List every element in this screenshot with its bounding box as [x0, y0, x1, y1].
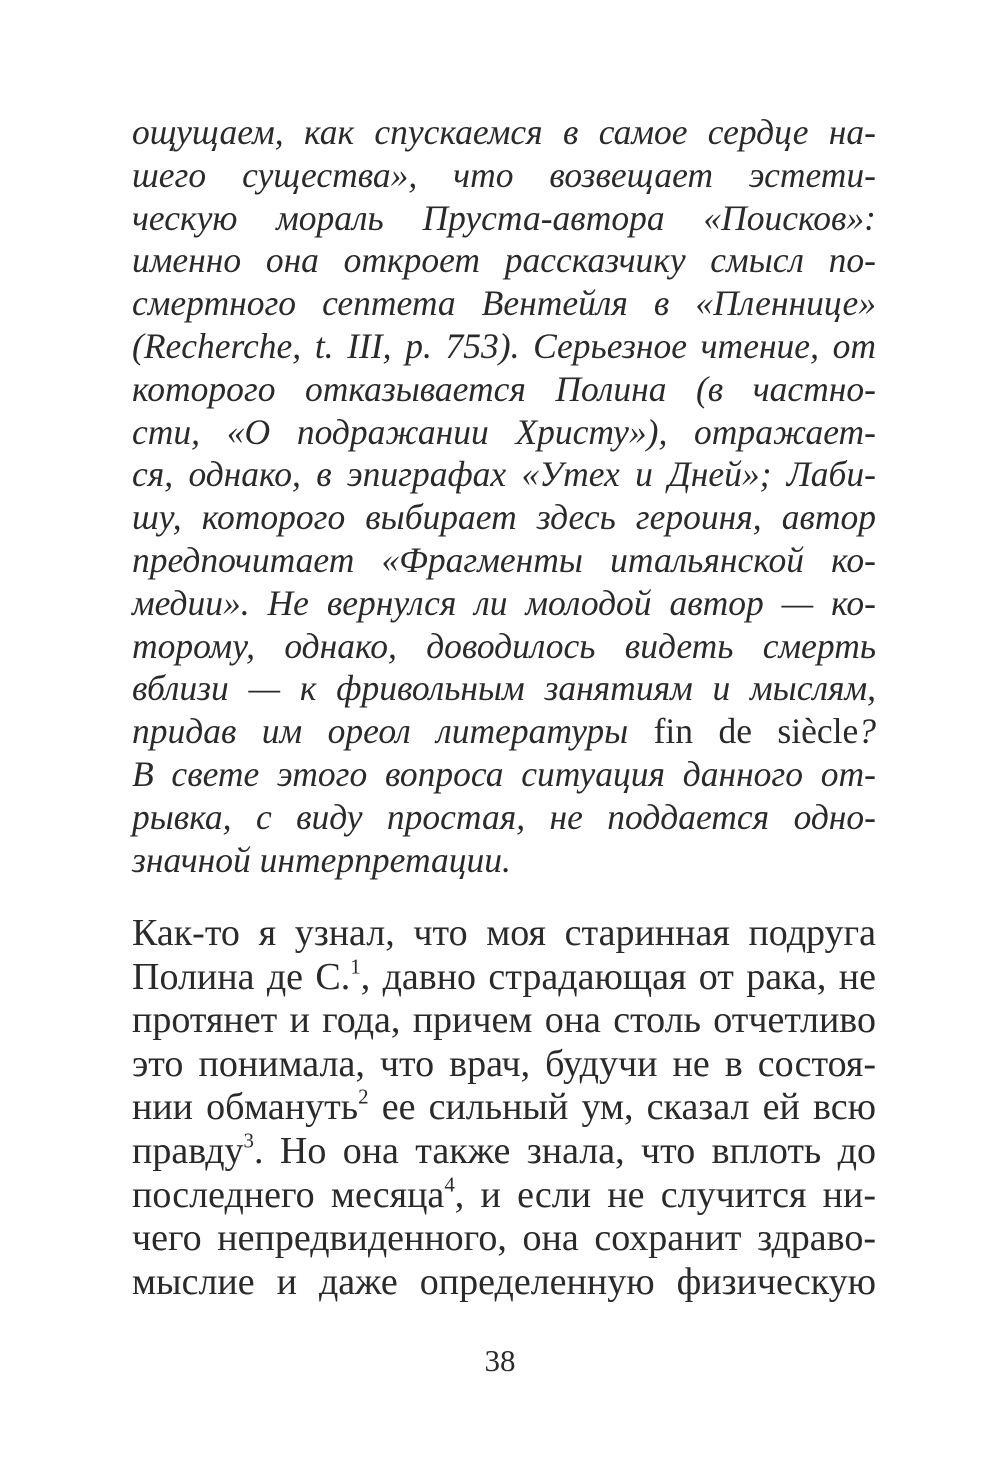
text-line: предпочитает «Фрагменты итальянской ко- [132, 539, 876, 580]
text-line: (Recherche, t. III, p. 753). Серьезное чтение, от [132, 325, 876, 366]
text-fragment: правду [132, 1129, 244, 1172]
text-line: торому, однако, доводилось видеть смерть [132, 625, 876, 666]
text-line: медии». Не вернулся ли молодой автор — ко- [132, 582, 876, 623]
text-line: В свете этого вопроса ситуация данного от- [132, 753, 876, 794]
text-line: которого отказывается Полина (в частно- [132, 368, 876, 409]
text-fragment: . Но она также знала, что вплоть до [254, 1129, 876, 1172]
text-line: рывка, с виду простая, не поддается одно- [132, 796, 876, 837]
text-line: смертного септета Вентейля в «Пленнице» [132, 283, 876, 324]
text-fragment: придав им ореол литературы [132, 711, 654, 752]
text-line-mixed [132, 710, 876, 753]
text-fragment: , давно страдающая от рака, не [360, 955, 876, 998]
text-line [132, 1130, 876, 1174]
text-line: вблизи — к фривольным занятиям и мыслям, [132, 668, 876, 709]
text-line [132, 1171, 876, 1218]
page-number: 38 [484, 1343, 516, 1378]
text-line: это понимала, что врач, будучи не в состоя- [132, 1042, 876, 1085]
footnote-ref[interactable]: 3 [243, 1128, 254, 1153]
text-line [132, 1086, 876, 1130]
text-fragment: ? [858, 711, 876, 752]
footnote-ref[interactable]: 4 [444, 1171, 455, 1196]
roman-phrase: fin de siècle [653, 711, 859, 752]
text-fragment: последнего месяца [132, 1173, 445, 1216]
main-text [132, 912, 876, 1304]
text-fragment: , и если не случится ни- [454, 1173, 876, 1216]
text-line [132, 953, 876, 1000]
text-fragment: ее сильный ум, сказал ей всю [368, 1086, 876, 1129]
footnote-ref[interactable]: 2 [358, 1084, 369, 1109]
text-fragment: Полина де С. [132, 955, 351, 998]
text-line: ческую мораль Пруста-автора «Поисков»: [132, 197, 876, 238]
text-line: именно она откроет рассказчику смысл по- [132, 240, 876, 281]
text-line: ся, однако, в эпиграфах «Утех и Дней»; Лаби- [132, 454, 876, 495]
text-line: чего непредвиденного, она сохранит здраво- [132, 1217, 876, 1260]
text-line: значной интерпретации. [132, 839, 511, 880]
text-line: мыслие и даже определенную физическую [132, 1260, 876, 1303]
footnote-ref[interactable]: 1 [350, 953, 361, 978]
text-line: шу, которого выбирает здесь героиня, автор [132, 497, 876, 538]
italic-commentary [132, 111, 876, 881]
text-fragment: нии обмануть [132, 1086, 359, 1129]
text-line: шего существа», что возвещает эстети- [132, 154, 876, 195]
text-line: ощущаем, как спускаемся в самое сердце на- [132, 112, 876, 152]
text-line: сти, «О подражании Христу»), отражает- [132, 411, 876, 452]
text-line: протянет и года, причем она столь отчетливо [132, 999, 876, 1042]
text-line: Как-то я узнал, что моя старинная подруга [132, 912, 876, 954]
